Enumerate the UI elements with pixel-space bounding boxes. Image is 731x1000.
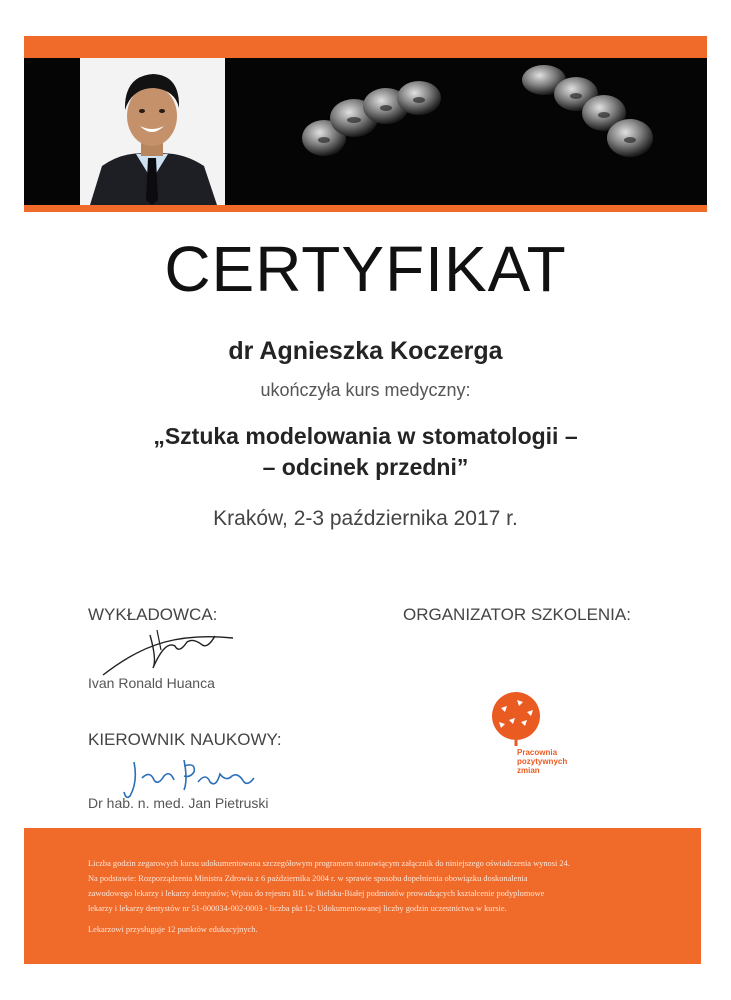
lecturer-signature [95,620,240,680]
lecturer-heading: WYKŁADOWCA: [88,605,218,624]
course-title-line-1: „Sztuka modelowania w stomatologii – [153,423,578,449]
organizer-heading: ORGANIZATOR SZKOLENIA: [403,605,631,624]
date-and-place: Kraków, 2-3 października 2017 r. [213,507,518,530]
footer-orange-band [24,828,701,964]
scientific-supervisor-name: Dr hab. n. med. Jan Pietruski [88,795,269,811]
certificate-title: CERTYFIKAT [164,233,567,305]
footer-points-line: Lekarzowi przysługuje 12 punktów edukacyjnych. [88,925,258,934]
logo-text-line-3: zmian [517,766,540,775]
footer-legal-text [88,856,668,937]
recipient-name: dr Agnieszka Koczerga [228,337,503,365]
portrait-illustration [80,58,225,205]
header-image-band [24,58,707,205]
header-orange-underline [24,205,707,212]
logo-text-line-2: pozytywnych [517,757,568,766]
footer-line-1: Liczba godzin zegarowych kursu udokumentowana szczegółowym programem stanowiącym załącznik do niniejszego oświadczenia wynosi 24. [88,859,570,868]
scientific-supervisor-heading: KIEROWNIK NAUKOWY: [88,730,282,749]
top-orange-band [24,36,707,58]
teeth-models-graphic [254,58,707,205]
teeth-illustration [254,58,707,205]
course-title-line-2: – odcinek przedni” [262,454,469,480]
tree-logo-icon [487,690,545,748]
footer-line-4: lekarzy i lekarzy dentystów nr 51-000034-002-0003 - liczba pkt 12; Udokumentowanej liczby godzin uczestnictwa w kursie. [88,904,507,913]
completion-text: ukończyła kurs medyczny: [260,380,471,400]
lecturer-name: Ivan Ronald Huanca [88,675,215,691]
organizer-logo [487,690,567,790]
footer-line-3: zawodowego lekarzy i lekarzy dentystów; Wpisu do rejestru BIL w Bielsku-Białej podmiotów prowadzących kształcenie podyplomowe [88,889,545,898]
logo-text-line-1: Pracownia [517,748,558,757]
lecturer-portrait [80,58,225,205]
footer-line-2: Na podstawie: Rozporządzenia Ministra Zdrowia z 6 października 2004 r. w sprawie sposobu dopełnienia obowiązku doskonalenia [88,874,528,883]
